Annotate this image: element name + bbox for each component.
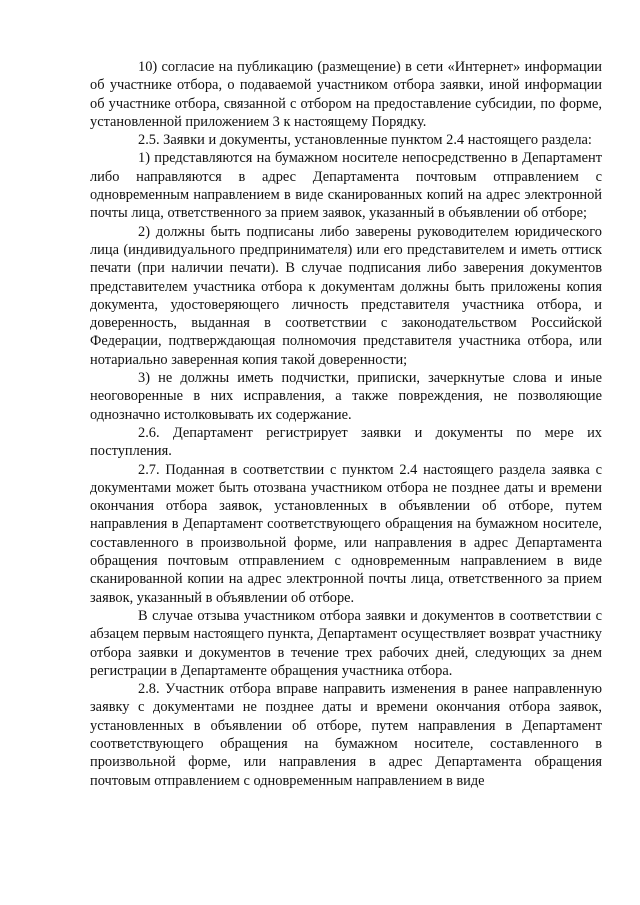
paragraph-2-7: 2.7. Поданная в соответствии с пунктом 2.4 настоящего раздела заявка с документами может быть отозвана участником отбора не позднее даты и времени окончания отбора заявок, установленных в объявлении об отборе, путем направления в Департамент соответствующего обращения на бумажном носителе, составленного в произвольной форме, или направления в адрес Департамента обращения почтовым отправлением с одновременным направлением в виде сканированной копии на адрес электронной почты лица, ответственного за прием заявок, указанный в объявлении об отборе. bbox=[90, 461, 602, 606]
paragraph-2-8: 2.8. Участник отбора вправе направить изменения в ранее направленную заявку с документами не позднее даты и времени окончания отбора заявок, установленных в объявлении об отборе, путем направления в Департамент соответствующего обращения на бумажном носителе, составленного в произвольной форме, или направления в адрес Департамента обращения почтовым отправлением с одновременным направлением в виде bbox=[90, 681, 602, 789]
paragraph-2-5-item-3: 3) не должны иметь подчистки, приписки, зачеркнутые слова и иные неоговоренные в них исправления, а также повреждения, не позволяющие однозначно истолковывать их содержание. bbox=[90, 370, 602, 423]
document-page bbox=[90, 58, 602, 790]
paragraph-2-7-withdrawal: В случае отзыва участником отбора заявки и документов в соответствии с абзацем первым настоящего пункта, Департамент осуществляет возврат участнику отбора заявки и документов в течение трех рабочих дней, следующих за днем регистрации в Департаменте обращения участника отбора. bbox=[90, 607, 602, 679]
paragraph-2-5-item-2: 2) должны быть подписаны либо заверены руководителем юридического лица (индивидуального предпринимателя) или его представителем и иметь оттиск печати (при наличии печати). В случае подписания либо заверения документов представителем участника отбора к документам должны быть приложены копия документа, удостоверяющего личность представителя участника отбора, и доверенность, выданная в соответствии с законодательством Российской Федерации, подтверждающая полномочия представителя участника отбора, или нотариально заверенная копия такой доверенности; bbox=[90, 223, 602, 368]
paragraph-2-5: 2.5. Заявки и документы, установленные пунктом 2.4 настоящего раздела: bbox=[138, 132, 592, 149]
paragraph-2-5-item-1: 1) представляются на бумажном носителе непосредственно в Департамент либо направляются в адрес Департамента почтовым отправлением с одновременным направлением в виде сканированных копий на адрес электронной почты лица, ответственного за прием заявок, указанный в объявлении об отборе; bbox=[90, 150, 602, 222]
paragraph-2-6: 2.6. Департамент регистрирует заявки и документы по мере их поступления. bbox=[90, 424, 602, 460]
paragraph-item-10-consent: 10) согласие на публикацию (размещение) в сети «Интернет» информации об участнике отбора, о подаваемой участником отбора заявки, иной информации об участнике отбора, связанной с отбором на предоставление субсидии, по форме, установленной приложением 3 к настоящему Порядку. bbox=[90, 59, 602, 130]
